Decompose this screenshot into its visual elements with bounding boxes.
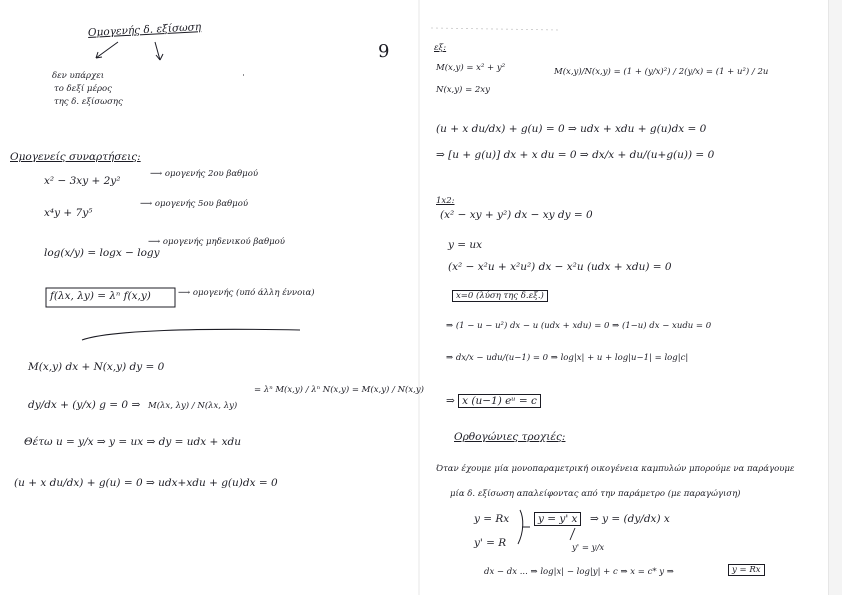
equation-2-left: dy/dx + (y/x) g = 0 ⇒ [28,399,141,411]
ratio-expression: M(x,y)/N(x,y) = (1 + (y/x)²) / 2(y/x) = (1 + u²) / 2u [554,67,769,77]
equation-2-right: = λⁿ M(x,y) / λⁿ N(x,y) = M(x,y) / N(x,y) [254,385,424,395]
example-2-result: ⇒ x (u−1) eᵘ = c [446,396,541,408]
arrow-stroke [570,528,575,540]
equation-2-middle: M(λx, λy) / N(λx, λy) [148,401,238,411]
orthogonal-trajectories-heading: Ορθογώνιες τροχιές: [454,431,566,443]
orthogonal-text-1: Όταν έχουμε μία μονοπαραμετρική οικογένεια καμπυλών μπορούμε να παράγουμε [436,464,795,474]
page-number: 9 [378,41,390,62]
orthogonal-middle: ⇒ y = (dy/dx) x [590,513,670,525]
example-2-note: x=0 (λύση της δ.εξ.) [452,292,548,301]
equation-m-n: M(x,y) dx + N(x,y) dy = 0 [28,361,165,373]
example-comment-4: ⟶ ομογενής (υπό άλλη έννοια) [178,288,315,298]
orthogonal-final: y = Rx [728,566,765,575]
orthogonal-boxed-eq: y = y' x [534,514,581,526]
example-2-line-4: ⇒ (1 − u − u²) dx − u (udx + xdu) = 0 ⇒ (1−u) dx − xudu = 0 [446,321,712,331]
orthogonal-left-1: y = Rx [474,513,510,525]
orthogonal-left-2: y' = R [474,537,507,549]
note-line-2: το δεξί μέρος [54,84,112,94]
m-definition: M(x,y) = x² + y² [436,63,506,73]
orthogonal-bottom-line: dx − dx ... ⇒ log|x| − log|y| + c ⇒ x = c* y ⇒ [484,567,674,577]
example-2-line-1: (x² − xy + y²) dx − xy dy = 0 [440,209,593,221]
equation-b: ⇒ [u + g(u)] dx + x du = 0 ⇒ dx/x + du/(u+g(u)) = 0 [436,149,715,161]
orthogonal-sub: y' = y/x [572,543,605,553]
example-comment-3: ⟶ ομογενής μηδενικού βαθμού [148,237,285,247]
example-expression-1: x² − 3xy + 2y² [44,175,121,187]
example-2-line-3: (x² − x²u + x²u²) dx − x²u (udx + xdu) = 0 [448,261,672,273]
n-definition: N(x,y) = 2xy [436,85,490,95]
faint-ruling [431,28,560,30]
homogeneous-functions-heading: Ομογενείς συναρτήσεις: [10,151,141,163]
example-2-label: 1x2: [436,196,455,206]
example-2-line-5: ⇒ dx/x − udu/(u−1) = 0 ⇒ log|x| + u + log|u−1| = log|c| [446,353,689,363]
example-comment-1: ⟶ ομογενής 2ου βαθμού [150,169,258,179]
note-line-3: της δ. εξίσωσης [54,97,123,107]
example-2-line-2: y = ux [448,239,483,251]
example-comment-2: ⟶ ομογενής 5ου βαθμού [140,199,248,209]
orthogonal-text-2: μία δ. εξίσωση απαλείφοντας από την παράμετρο (με παραγώγιση) [450,489,741,499]
example-expression-2: x⁴y + 7y⁵ [44,207,93,219]
equation-a: (u + x du/dx) + g(u) = 0 ⇒ udx + xdu + g(u)dx = 0 [436,123,707,135]
example-label: εξ: [434,43,447,53]
substitution-line: Θέτω u = y/x ⇒ y = ux ⇒ dy = udx + xdu [24,436,242,448]
note-line-1: δεν υπάρχει [52,71,105,81]
example-expression-4: f(λx, λy) = λⁿ f(x,y) [50,290,151,302]
equation-3: (u + x du/dx) + g(u) = 0 ⇒ udx+xdu + g(u)dx = 0 [14,477,278,489]
example-expression-3: log(x/y) = logx − logy [44,247,160,259]
homogeneous-equation-title: Ομογενής δ. εξίσωση [87,21,202,39]
